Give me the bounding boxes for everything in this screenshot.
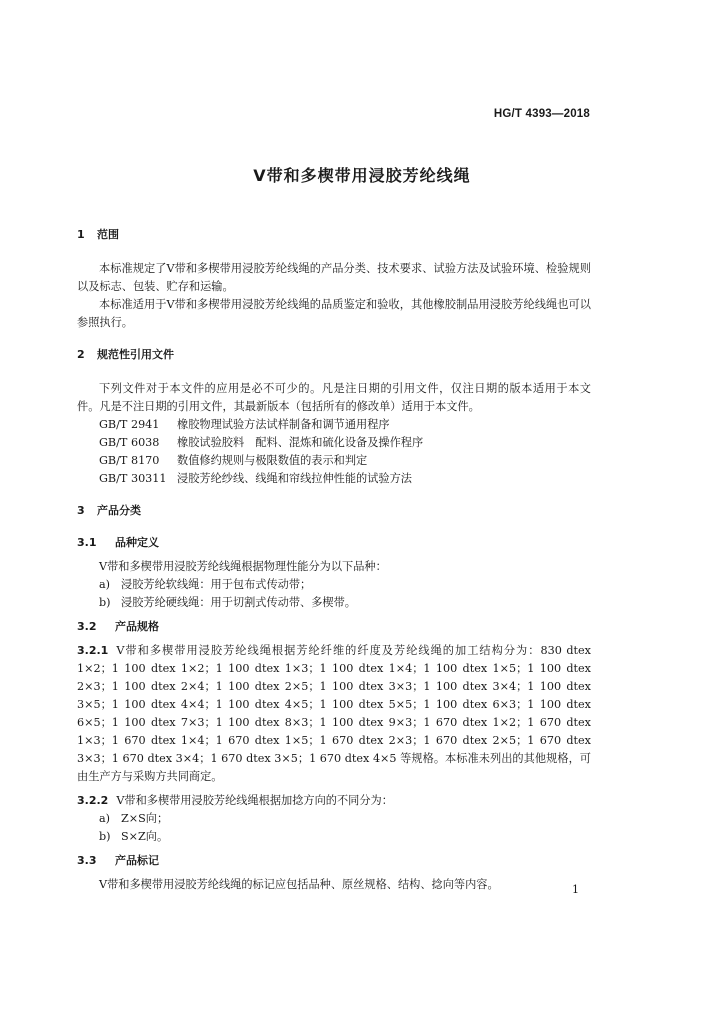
reference-title: 浸胶芳纶纱线、线绳和帘线拉伸性能的试验方法 [177, 472, 412, 485]
paragraph: 本标准规定了V带和多楔带用浸胶芳纶线绳的产品分类、技术要求、试验方法及试验环境、检验规则以及标志、包装、贮存和运输。 [77, 262, 591, 293]
section-number: 3 [77, 504, 85, 517]
list-item [77, 594, 591, 612]
subsection-title: 产品标记 [115, 854, 159, 867]
subsection-3-2-heading [77, 618, 591, 636]
section-title: 产品分类 [97, 504, 141, 517]
subsection-3-1-heading [77, 534, 591, 552]
section-title: 规范性引用文件 [97, 348, 174, 361]
reference-code: GB/T 2941 [99, 418, 160, 431]
list-text: S×Z向。 [121, 830, 169, 843]
page-number: 1 [572, 883, 579, 896]
clause-number: 3.2.2 [77, 794, 109, 807]
reference-title: 数值修约规则与极限数值的表示和判定 [177, 454, 368, 467]
clause-number: 3.2.1 [77, 644, 109, 657]
clause-text: V带和多楔带用浸胶芳纶线绳根据加捻方向的不同分为： [116, 794, 393, 807]
list-item [77, 828, 591, 846]
subsection-title: 产品规格 [115, 620, 159, 633]
reference-item [77, 434, 591, 452]
reference-title: 橡胶试验胶料 配料、混炼和硫化设备及操作程序 [177, 436, 424, 449]
section-1-heading [77, 226, 591, 244]
clause-text: V带和多楔带用浸胶芳纶线绳根据芳纶纤维的纤度及芳纶线绳的加工结构分为：830 dtex 1×2；1 100 dtex 1×2；1 100 dtex 1×3；1 100 dtex 1×4；1 100 dtex 1×5；1 100 dtex 2×3；1 100 dtex 2×4；1 100 dtex 2×5；1 100 dtex 3×3；1 100 dtex 3×4；1 100 dtex 3×5；1 100 dtex 4×4；1 100 dtex 4×5；1 100 dtex 5×5；1 100 dtex 6×3；1 100 dtex 6×5；1 100 dtex 7×3；1 100 dtex 8×3；1 100 dtex 9×3；1 670 dtex 1×2；1 670 dtex 1×3；1 670 dtex 1×4；1 670 dtex 1×5；1 670 dtex 2×3；1 670 dtex 2×5；1 670 dtex 3×3；1 670 dtex 3×4；1 670 dtex 3×5；1 670 dtex 4×5 等规格。本标准未列出的其他规格，可由生产方与采购方共同商定。 [77, 644, 591, 783]
list-text: Z×S向； [121, 812, 169, 825]
clause-3-2-2 [77, 792, 591, 810]
paragraph: 下列文件对于本文件的应用是必不可少的。凡是注日期的引用文件，仅注日期的版本适用于本文件。凡是不注日期的引用文件，其最新版本（包括所有的修改单）适用于本文件。 [77, 382, 591, 413]
list-label: a) [99, 578, 111, 591]
document-body [77, 226, 591, 894]
section-2-heading [77, 346, 591, 364]
list-label: a) [99, 812, 111, 825]
reference-code: GB/T 30311 [99, 472, 167, 485]
document-title: V带和多楔带用浸胶芳纶线绳 [253, 166, 471, 185]
reference-title: 橡胶物理试验方法试样制备和调节通用程序 [177, 418, 390, 431]
reference-item [77, 452, 591, 470]
section-number: 1 [77, 228, 85, 241]
list-item [77, 576, 591, 594]
reference-code: GB/T 6038 [99, 436, 160, 449]
standard-code: HG/T 4393—2018 [493, 108, 590, 120]
section-3-heading [77, 502, 591, 520]
reference-code: GB/T 8170 [99, 454, 160, 467]
subsection-title: 品种定义 [115, 536, 159, 549]
paragraph: 本标准适用于V带和多楔带用浸胶芳纶线绳的品质鉴定和验收，其他橡胶制品用浸胶芳纶线绳也可以参照执行。 [77, 298, 591, 329]
clause-3-2-1 [77, 642, 591, 786]
section-number: 2 [77, 348, 85, 361]
section-title: 范围 [97, 228, 119, 241]
paragraph: V带和多楔带用浸胶芳纶线绳根据物理性能分为以下品种： [99, 560, 387, 573]
reference-item [77, 470, 591, 488]
list-item [77, 810, 591, 828]
paragraph: V带和多楔带用浸胶芳纶线绳的标记应包括品种、原丝规格、结构、捻向等内容。 [99, 878, 499, 891]
subsection-number: 3.3 [77, 854, 97, 867]
subsection-number: 3.1 [77, 536, 97, 549]
subsection-3-3-heading [77, 852, 591, 870]
list-label: b) [99, 596, 111, 609]
list-label: b) [99, 830, 111, 843]
list-text: 浸胶芳纶硬线绳：用于切割式传动带、多楔带。 [121, 596, 356, 609]
list-text: 浸胶芳纶软线绳：用于包布式传动带； [121, 578, 312, 591]
reference-item [77, 416, 591, 434]
subsection-number: 3.2 [77, 620, 97, 633]
